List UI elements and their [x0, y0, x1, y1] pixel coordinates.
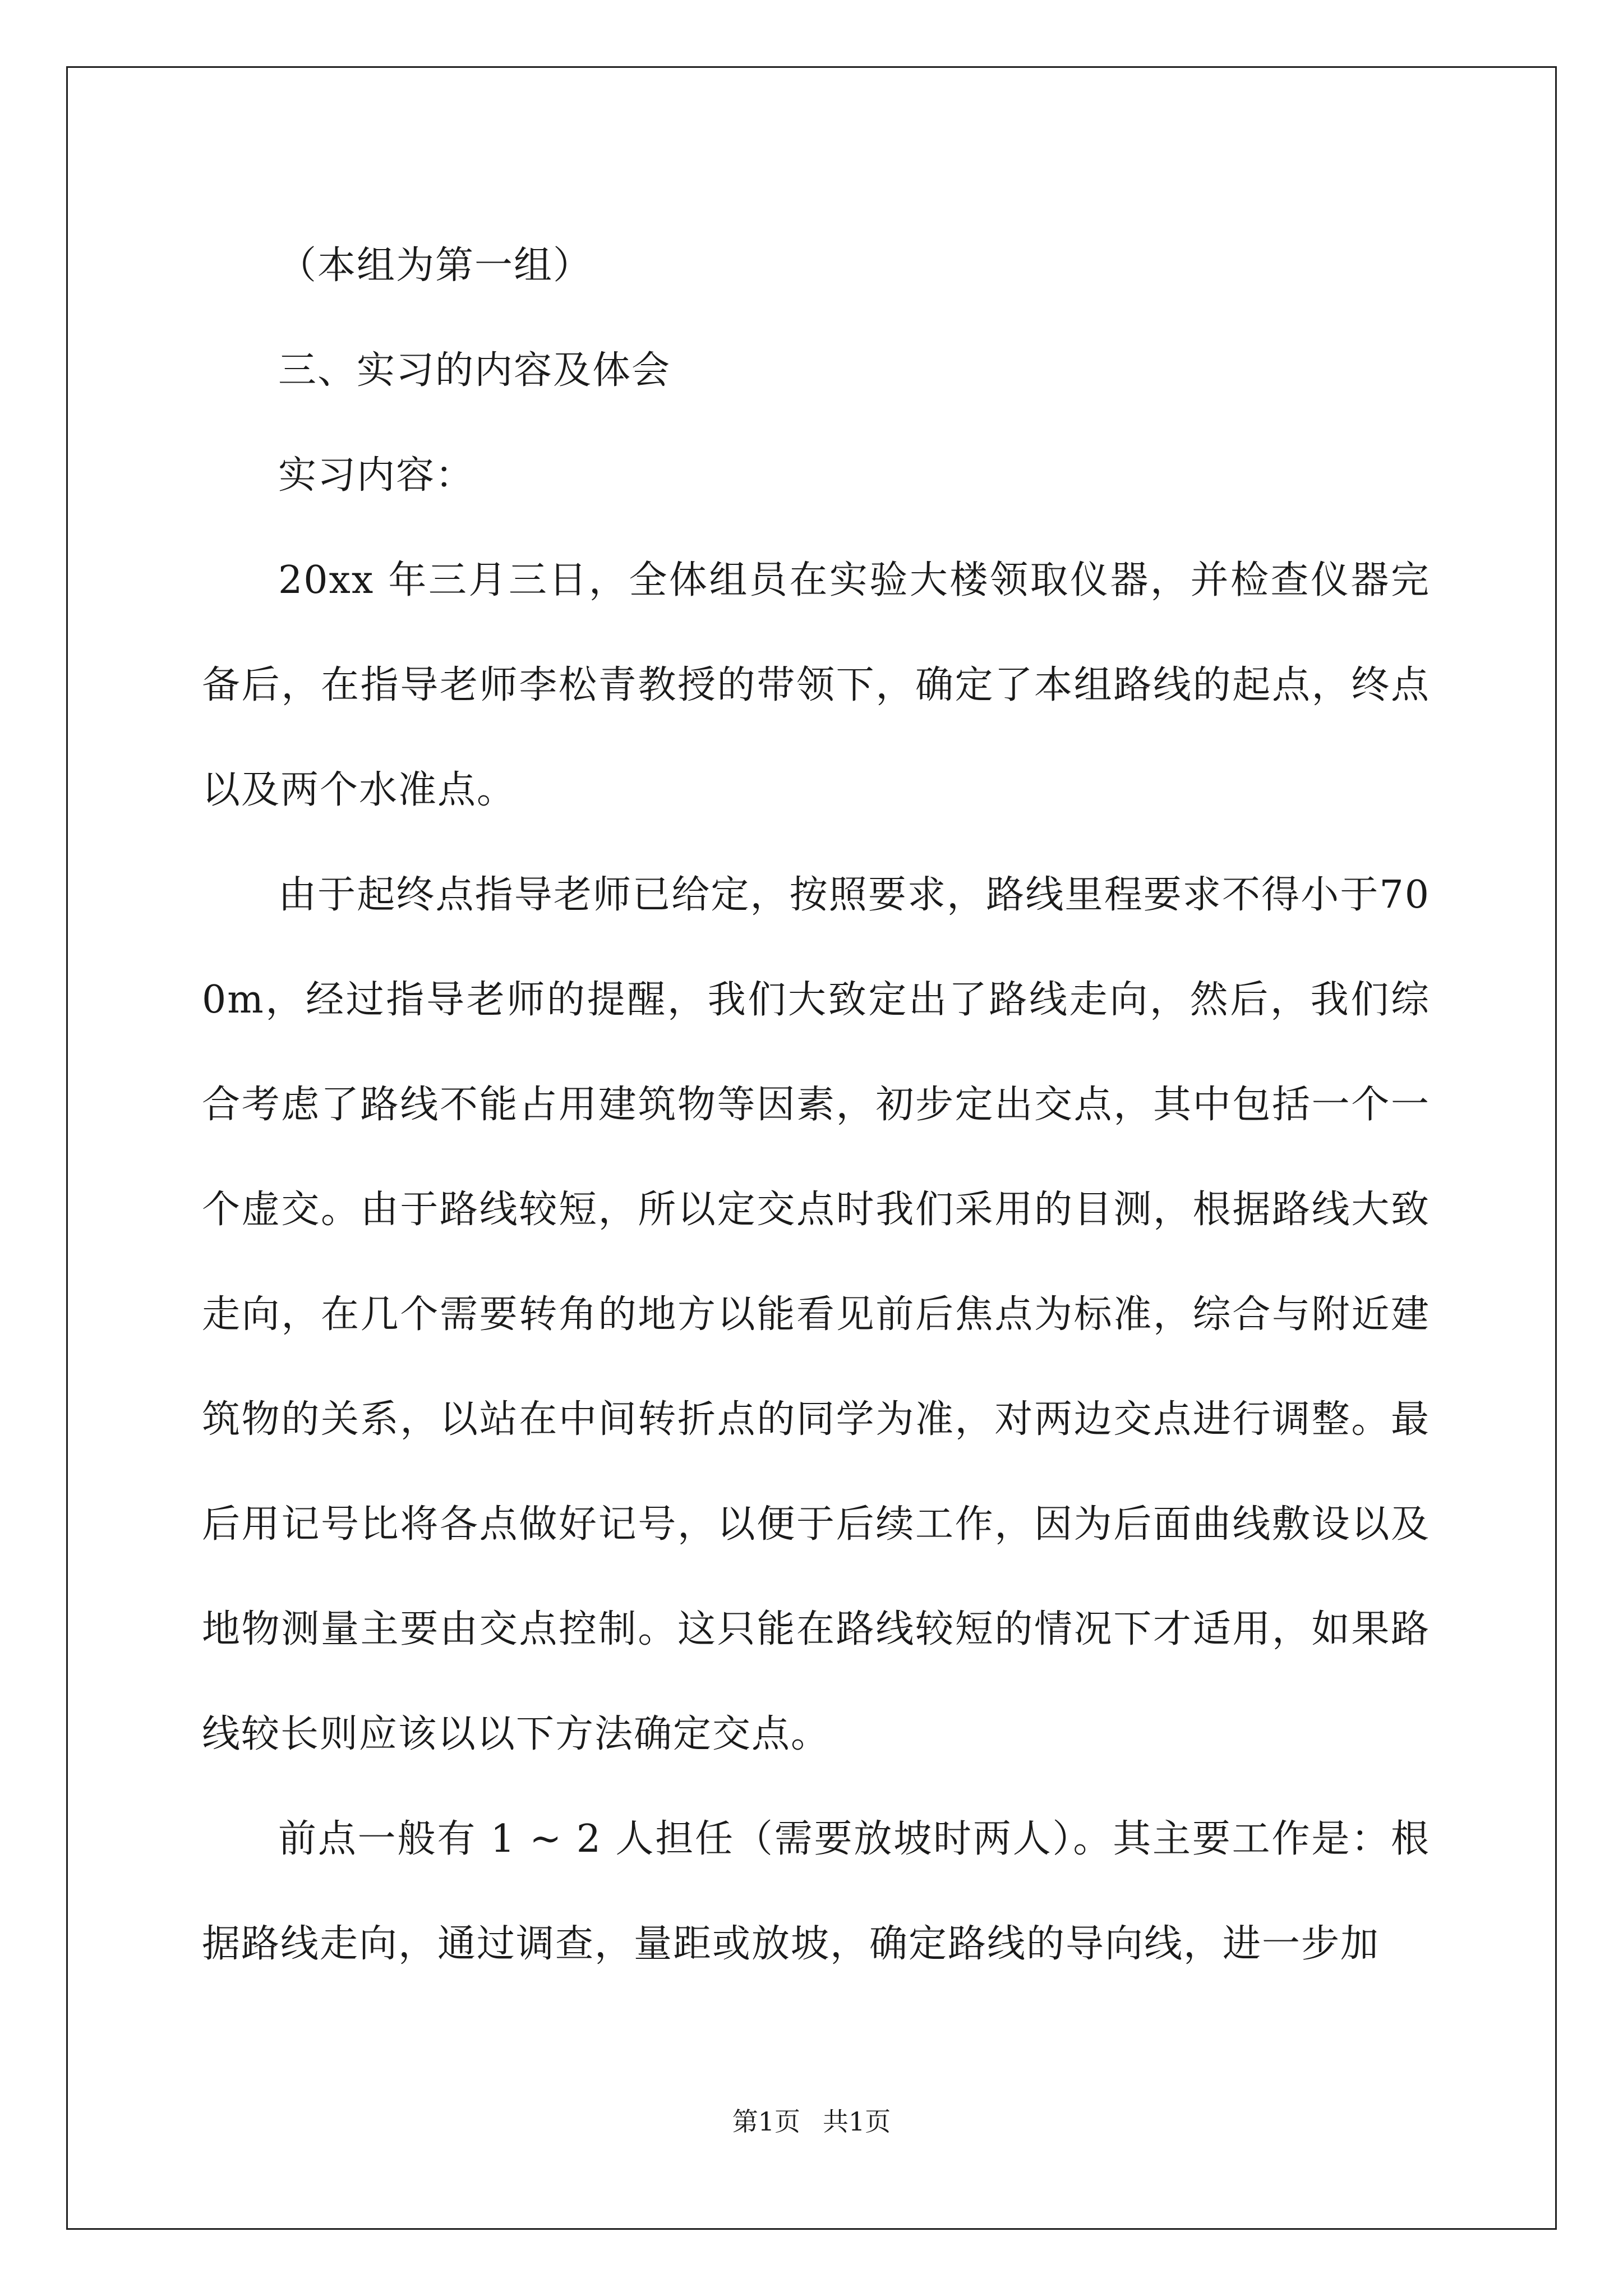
paragraph-intro: 20xx 年三月三日，全体组员在实验大楼领取仪器，并检查仪器完备后，在指导老师李松青教授的带领下，确定了本组路线的起点，终点以及两个水准点。: [202, 558, 1430, 812]
section-heading: 三、实习的内容及体会: [278, 348, 671, 393]
paragraph-group-note: （本组为第一组）: [278, 243, 593, 288]
page-number-current: 第1页: [732, 2106, 800, 2137]
document-body: [202, 213, 1430, 1996]
subsection-label: 实习内容：: [278, 453, 475, 498]
paragraph-route: 由于起终点指导老师已给定，按照要求，路线里程要求不得小于700m，经过指导老师的提醒，我们大致定出了路线走向，然后，我们综合考虑了路线不能占用建筑物等因素，初步定出交点，其中包括一个一个虚交。由于路线较短，所以定交点时我们采用的目测，根据路线大致走向，在几个需要转角的地方以能看见前后焦点为标准，综合与附近建筑物的关系，以站在中间转折点的同学为准，对两边交点进行调整。最后用记号比将各点做好记号，以便于后续工作，因为后面曲线敷设以及地物测量主要由交点控制。这只能在路线较短的情况下才适用，如果路线较长则应该以以下方法确定交点。: [202, 873, 1430, 1756]
page-number-total: 共1页: [823, 2106, 891, 2137]
page-footer: [0, 2105, 1623, 2138]
paragraph-front-point: 前点一般有 1 ~ 2 人担任（需要放坡时两人）。其主要工作是：根据路线走向，通过调查，量距或放坡，确定路线的导向线，进一步加: [202, 1817, 1430, 1966]
